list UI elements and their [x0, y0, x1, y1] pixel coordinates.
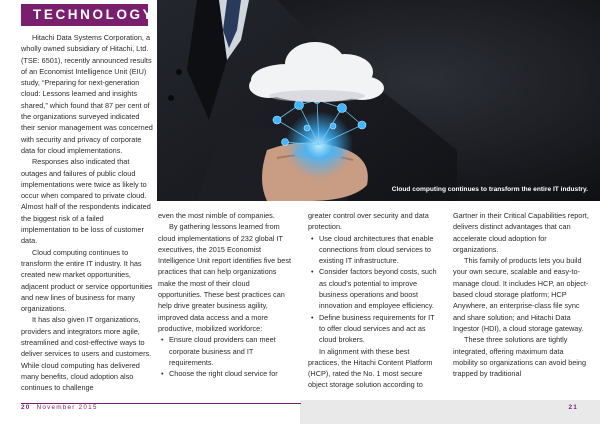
bullet-item: • Choose the right cloud service for: [158, 368, 292, 379]
page-number-left: 20: [21, 404, 31, 411]
paragraph: Responses also indicated that outages and failures of public cloud implementations were twice as likely to occur when compared to private cloud. Almost half of the respondents indicated the biggest risk of a failed implementation to be loss of customer data.: [21, 157, 151, 246]
photo-caption: Cloud computing continues to transform the entire IT industry.: [391, 186, 588, 193]
bullet-item: • Define business requirements for IT to offer cloud services and act as cloud brokers.: [308, 312, 442, 346]
cloud-photo: [157, 0, 600, 201]
section-header: [21, 4, 155, 26]
text-column-2: [158, 210, 292, 379]
footer-left: [21, 404, 98, 411]
paragraph: This family of products lets you build your own secure, scalable and easy-to-manage cloud. It includes HCP, an object-based cloud storage platform; HCP Anywhere, an enterprise-class file sync and share solution; and Hitachi Data Ingestor (HDI), a cloud storage gateway.: [453, 256, 589, 333]
paragraph: Cloud computing continues to transform the entire IT industry. It has created new market opportunities, adjacent product or service opportunities and new lines of business for many organizations.: [21, 247, 153, 314]
cloud-illustration: [157, 0, 600, 201]
paragraph: Hitachi Data Systems Corporation, a wholly owned subsidiary of Hitachi, Ltd. (TSE: 6501), recently announced results of an Economist Intelligence Unit (EIU) study, “Preparing for next-generation cloud: Lessons learned and insights shared,” which found that 87 per cent of the organizations surveyed indicated their senior management was concerned with security and privacy of corporate data for cloud implementations.: [21, 33, 153, 155]
text-column-1: [21, 32, 155, 394]
bullet-item: • Use cloud architectures that enable connections from cloud services to existing IT infrastructure.: [308, 233, 442, 267]
paragraph: By gathering lessons learned from cloud implementations of 232 global IT executives, the 2015 Economist Intelligence Unit report identifies five best practices that can help organizations make the most of their cloud opportunities. These best practices can help drive greater business agility, improved data access and a more productive, mobilized workforce:: [158, 222, 292, 333]
paragraph: greater control over security and data protection.: [308, 211, 429, 232]
paragraph: even the most nimble of companies.: [158, 211, 275, 220]
paragraph: In alignment with these best practices, the Hitachi Content Platform (HCP), rated the No. 1 most secure object storage solution according to: [308, 346, 433, 390]
section-label: TECHNOLOGY: [33, 7, 155, 22]
bullet-item: • Ensure cloud providers can meet corporate business and IT requirements.: [158, 334, 292, 368]
text-column-4: [453, 210, 589, 379]
issue-date: November 2015: [36, 404, 98, 411]
footer-band: [300, 400, 600, 424]
paragraph: These three solutions are tightly integrated, offering maximum data mobility so organizations can avoid being trapped by traditional: [453, 335, 587, 379]
text-column-3: [308, 210, 442, 391]
page-number-right: 21: [568, 404, 578, 411]
paragraph: Gartner in their Critical Capabilities report, delivers distinct advantages that can accelerate cloud adoption for organizations.: [453, 211, 589, 254]
paragraph: It has also given IT organizations, providers and integrators more agile, streamlined and cost-effective ways to deliver services to users and customers. While cloud computing has delivered many benefits, cloud adoption also continues to challenge: [21, 315, 152, 393]
bullet-item: • Consider factors beyond costs, such as cloud’s potential to improve business operations and boost innovation and employee efficiency.: [308, 266, 442, 311]
